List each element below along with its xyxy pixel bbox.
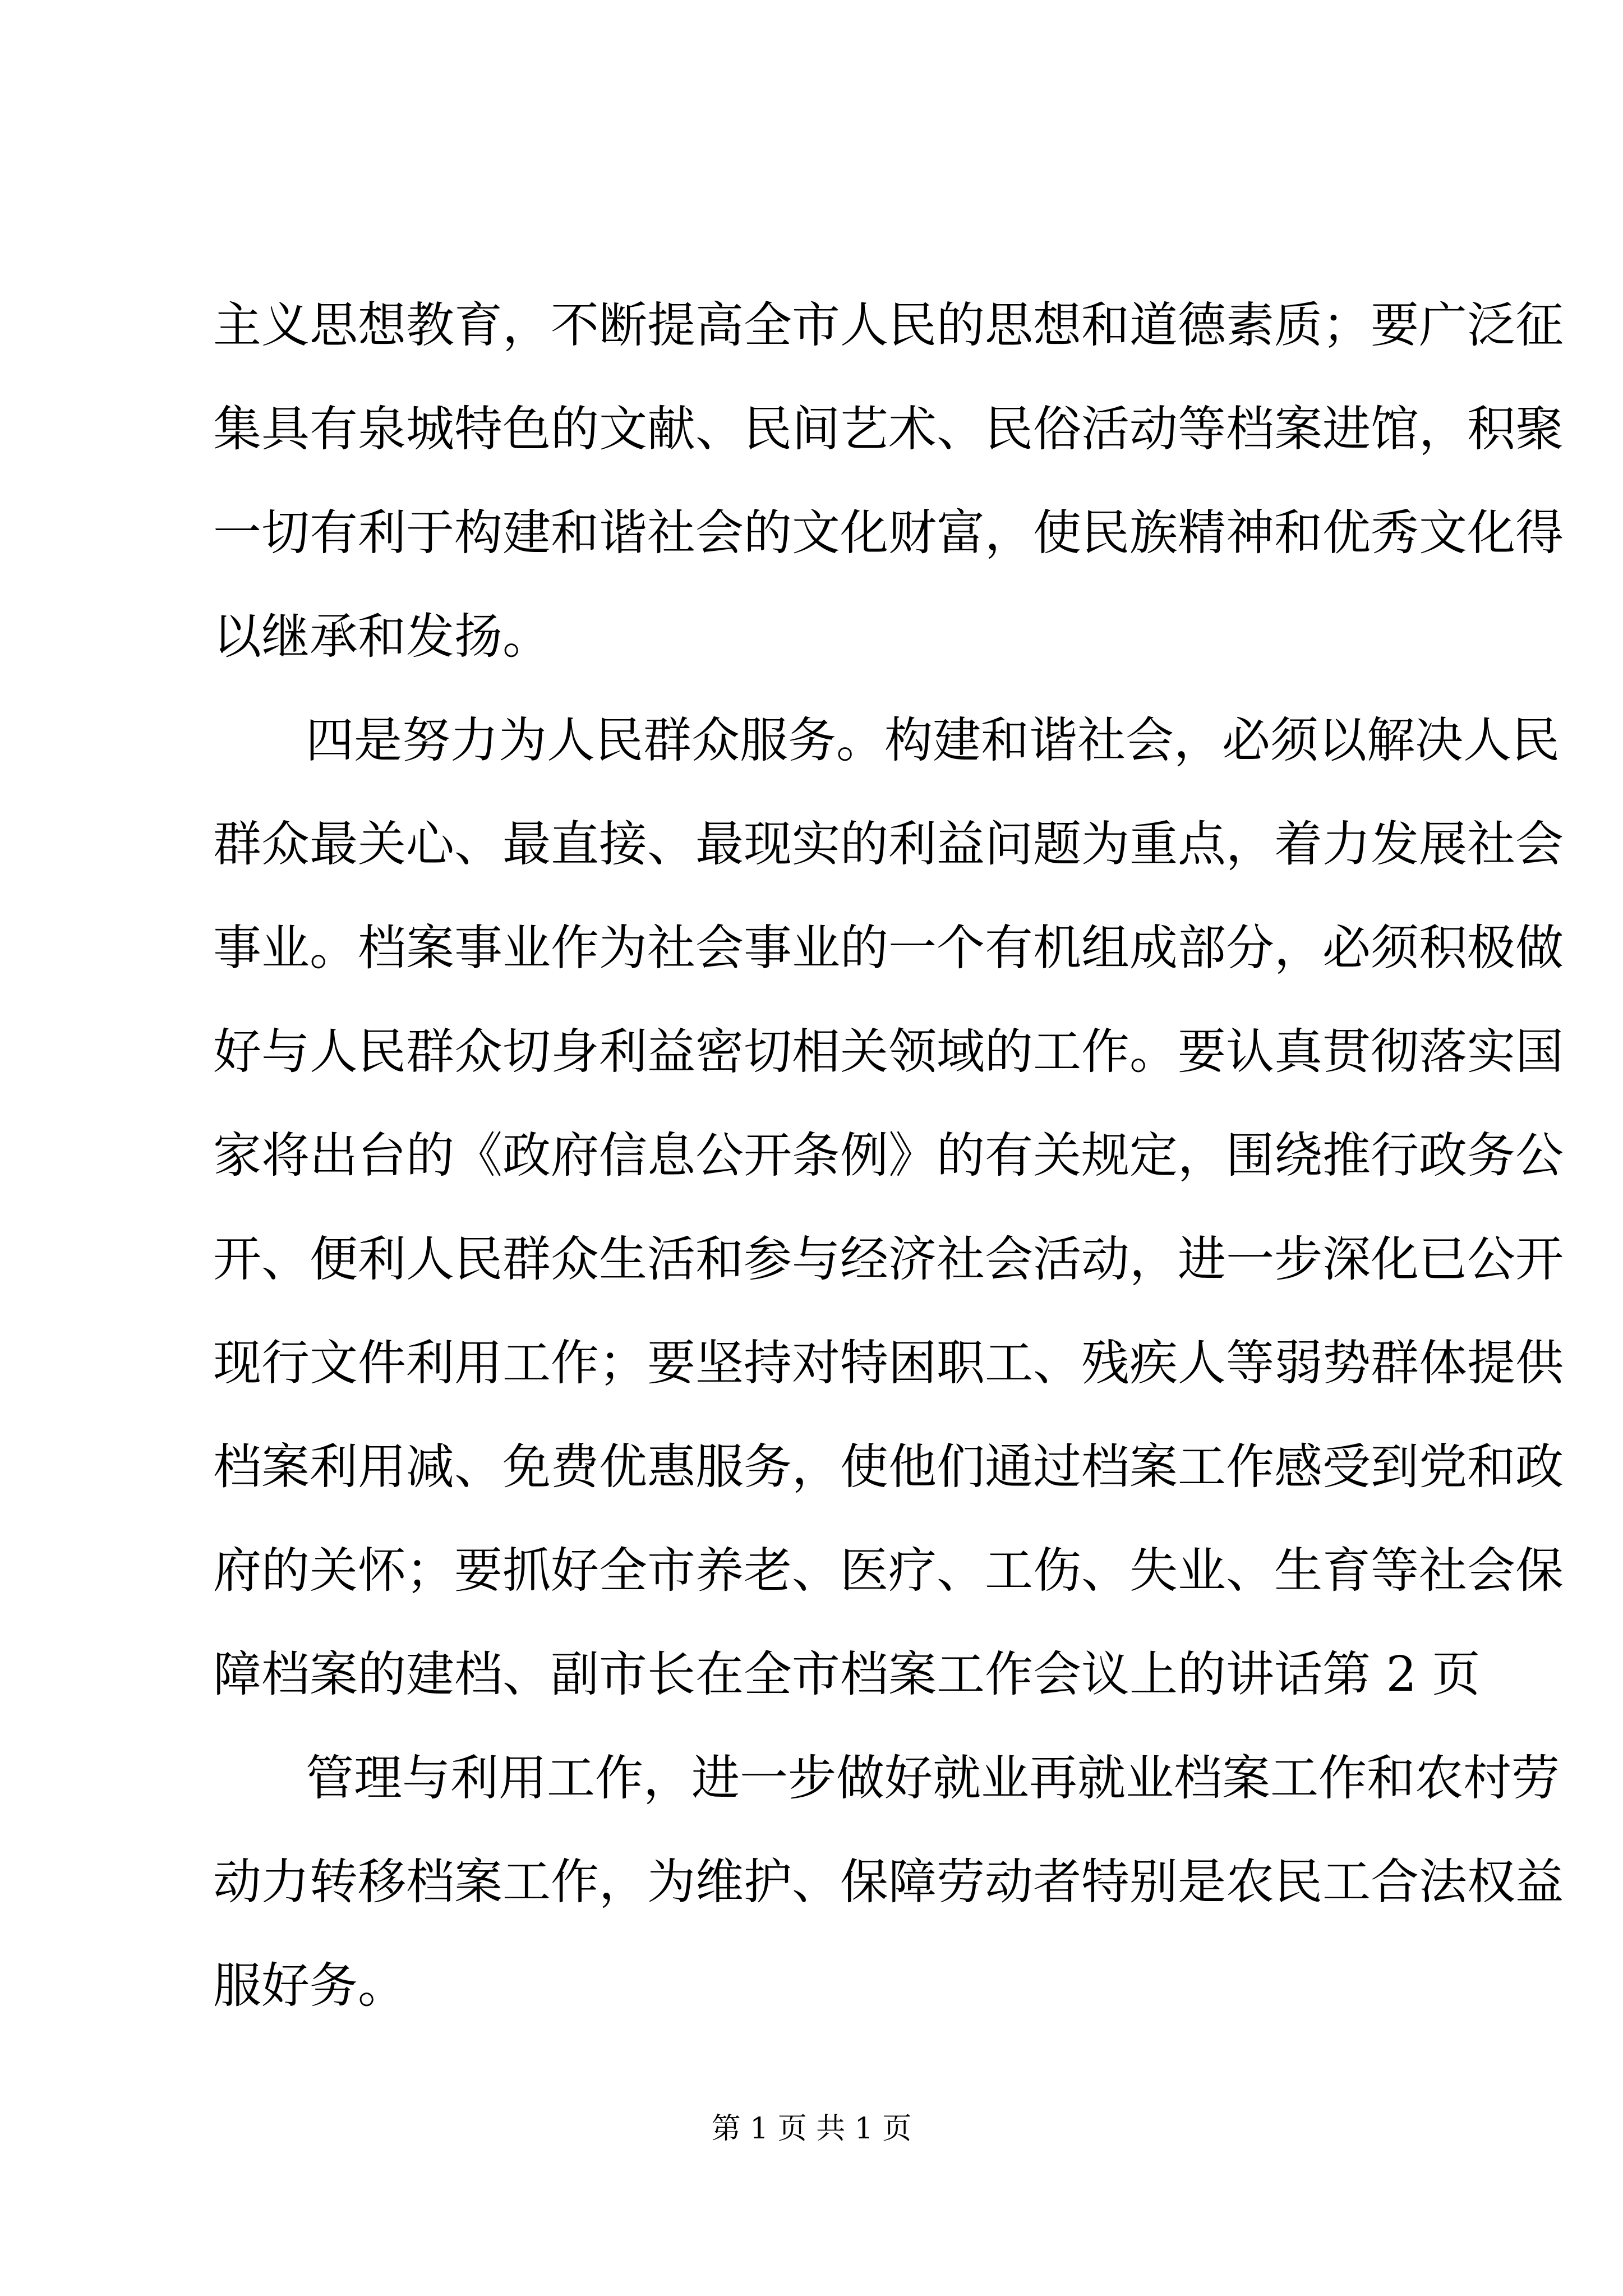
text-line: 集具有泉城特色的文献、民间艺术、民俗活动等档案进馆，积聚 bbox=[213, 401, 1564, 457]
text-line: 家将出台的《政府信息公开条例》的有关规定，围绕推行政务公 bbox=[213, 1128, 1564, 1184]
text-line: 群众最关心、最直接、最现实的利益问题为重点，着力发展社会 bbox=[213, 816, 1564, 872]
paragraph-start-line: 管理与利用工作，进一步做好就业再就业档案工作和农村劳 bbox=[306, 1750, 1560, 1806]
text-line: 主义思想教育，不断提高全市人民的思想和道德素质；要广泛征 bbox=[213, 297, 1564, 353]
text-line: 现行文件利用工作；要坚持对特困职工、残疾人等弱势群体提供 bbox=[213, 1335, 1564, 1391]
text-line: 以继承和发扬。 bbox=[213, 609, 551, 665]
text-line: 一切有利于构建和谐社会的文化财富，使民族精神和优秀文化得 bbox=[213, 505, 1564, 561]
text-line: 好与人民群众切身利益密切相关领域的工作。要认真贯彻落实国 bbox=[213, 1024, 1564, 1080]
text-line: 府的关怀；要抓好全市养老、医疗、工伤、失业、生育等社会保 bbox=[213, 1543, 1564, 1599]
page-footer: 第 1 页 共 1 页 bbox=[711, 2112, 912, 2146]
text-line: 障档案的建档、副市长在全市档案工作会议上的讲话第 2 页 bbox=[213, 1646, 1481, 1703]
text-line: 服好务。 bbox=[213, 1958, 406, 2014]
text-line: 开、便利人民群众生活和参与经济社会活动，进一步深化已公开 bbox=[213, 1231, 1564, 1287]
paragraph-start-line: 四是努力为人民群众服务。构建和谐社会，必须以解决人民 bbox=[306, 712, 1560, 769]
text-line: 动力转移档案工作，为维护、保障劳动者特别是农民工合法权益 bbox=[213, 1854, 1564, 1910]
text-line: 档案利用减、免费优惠服务，使他们通过档案工作感受到党和政 bbox=[213, 1439, 1564, 1495]
text-line: 事业。档案事业作为社会事业的一个有机组成部分，必须积极做 bbox=[213, 920, 1564, 976]
